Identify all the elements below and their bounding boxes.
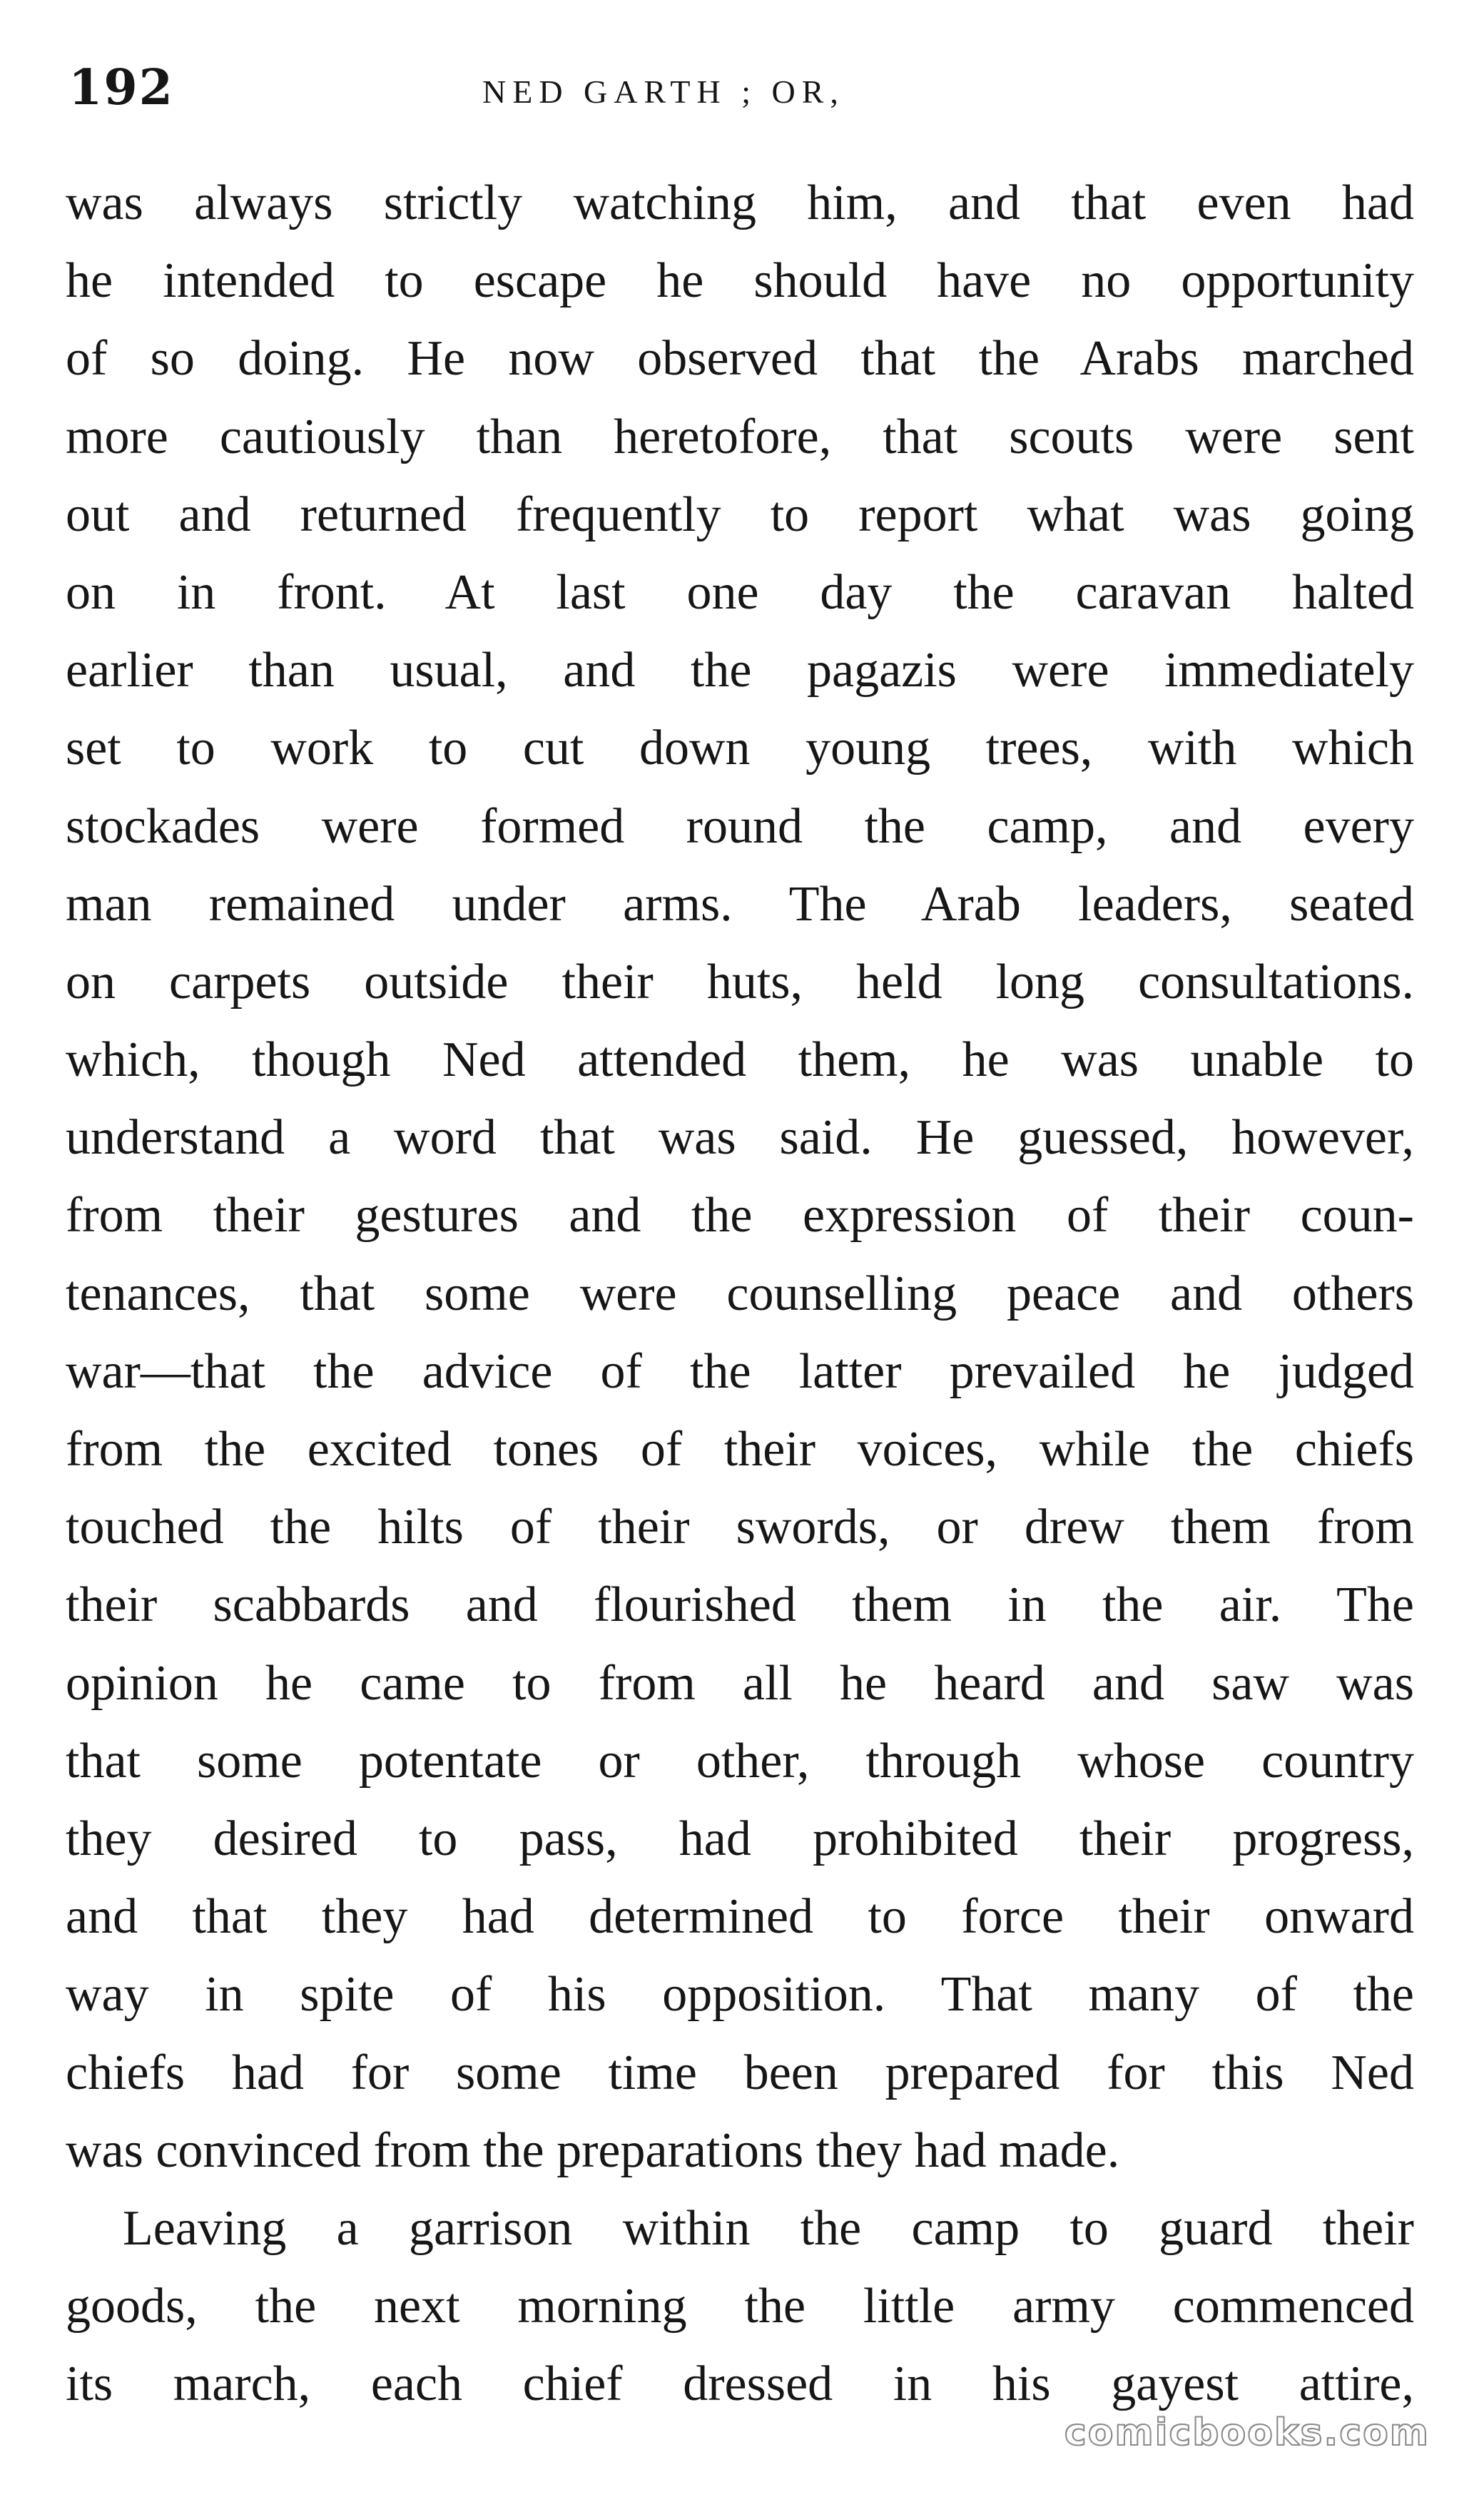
text-line: earlier than usual, and the pagazis were immediately	[66, 643, 1414, 698]
text-line: stockades were formed round the camp, and every	[66, 798, 1414, 854]
page-number: 192	[68, 59, 174, 116]
text-line: from their gestures and the expression of their coun-	[66, 1188, 1414, 1244]
text-line: opinion he came to from all he heard and saw was	[66, 1655, 1414, 1711]
running-title: NED GARTH ; OR,	[482, 73, 845, 110]
text-line: understand a word that was said. He guessed, however,	[66, 1110, 1414, 1166]
text-line: more cautiously than heretofore, that scouts were sent	[66, 409, 1414, 464]
text-line: touched the hilts of their swords, or drew them from	[66, 1500, 1414, 1555]
text-line: out and returned frequently to report what was going	[66, 487, 1414, 542]
text-line: chiefs had for some time been prepared for this Ned	[66, 2045, 1414, 2100]
text-line: its march, each chief dressed in his gayest attire,	[66, 2356, 1414, 2412]
text-line: tenances, that some were counselling peace and others	[66, 1266, 1414, 1321]
text-line: was convinced from the preparations they had made.	[66, 2122, 1120, 2178]
text-line: way in spite of his opposition. That many of the	[66, 1967, 1414, 2023]
paragraph-start-line: Leaving a garrison within the camp to guard their	[123, 2200, 1414, 2256]
text-line: on in front. At last one day the caravan halted	[66, 564, 1414, 620]
body-text	[66, 164, 1414, 2423]
text-line: they desired to pass, had prohibited their progress,	[66, 1811, 1414, 1866]
text-line: and that they had determined to force their onward	[66, 1889, 1414, 1945]
text-line: their scabbards and flourished them in the air. The	[66, 1577, 1414, 1633]
text-line: on carpets outside their huts, held long consultations.	[66, 954, 1414, 1010]
text-line: that some potentate or other, through whose country	[66, 1733, 1414, 1789]
text-line: of so doing. He now observed that the Arabs marched	[66, 331, 1414, 387]
text-line: was always strictly watching him, and that even had	[66, 176, 1414, 230]
text-line: which, though Ned attended them, he was unable to	[66, 1032, 1414, 1088]
text-line: war—that the advice of the latter prevailed he judged	[66, 1343, 1414, 1399]
text-line: he intended to escape he should have no opportunity	[66, 253, 1414, 309]
page-header	[68, 56, 1410, 120]
text-line: goods, the next morning the little army commenced	[66, 2279, 1414, 2334]
text-line: from the excited tones of their voices, while the chiefs	[66, 1422, 1414, 1477]
watermark-logo: comicbooks.com	[1064, 2411, 1430, 2454]
text-line: man remained under arms. The Arab leaders, seated	[66, 876, 1414, 932]
text-line: set to work to cut down young trees, with which	[66, 721, 1414, 776]
